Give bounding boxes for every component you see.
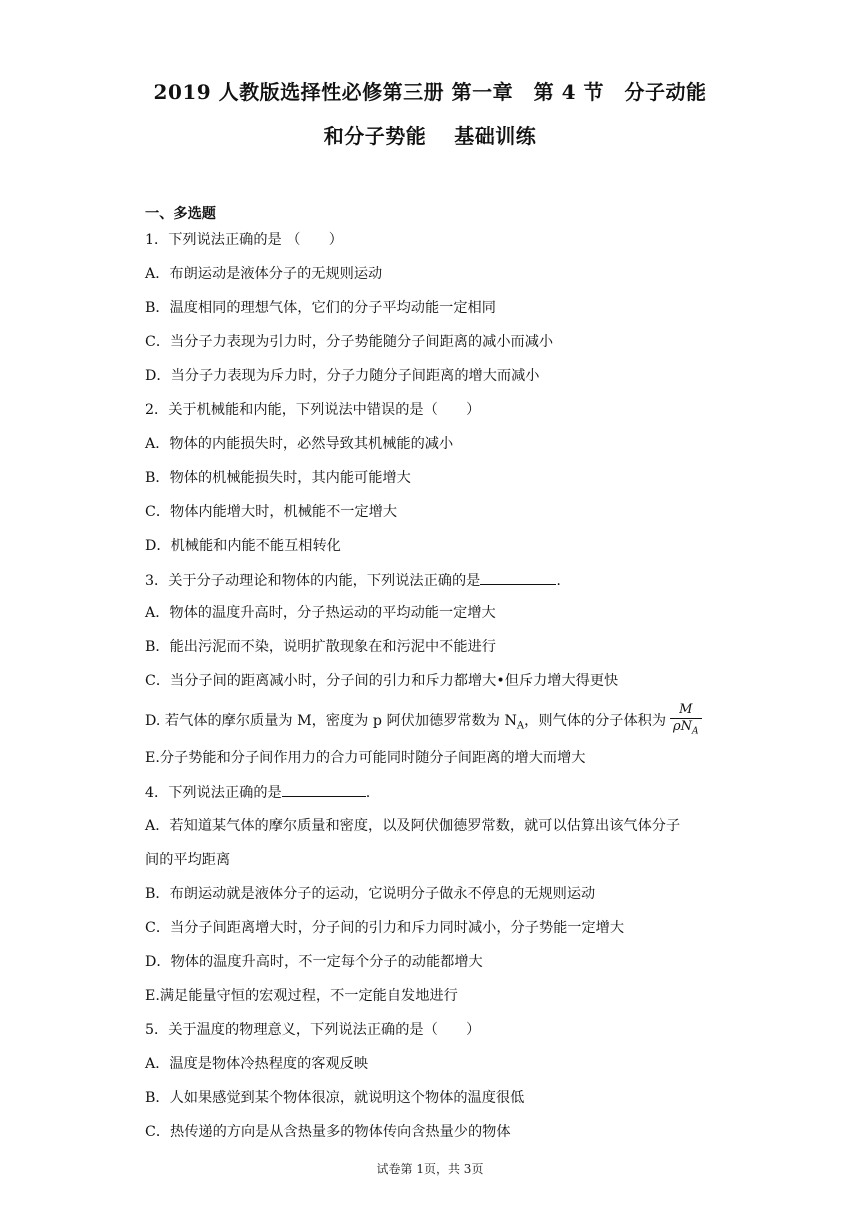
- fraction-numerator: M: [670, 702, 702, 719]
- molecular-volume-fraction: [670, 702, 702, 740]
- question-3-option-a: A．物体的温度升高时，分子热运动的平均动能一定增大: [145, 605, 496, 621]
- question-4-option-c: C．当分子间距离增大时，分子间的引力和斥力同时减小，分子势能一定增大: [145, 920, 625, 936]
- question-2-option-a: A．物体的内能损失时，必然导致其机械能的减小: [145, 436, 454, 452]
- question-4-option-a-line-1: A．若知道某气体的摩尔质量和密度，以及阿伏伽德罗常数，就可以估算出该气体分子: [145, 818, 681, 834]
- question-3-option-b: B．能出污泥而不染，说明扩散现象在和污泥中不能进行: [145, 639, 496, 655]
- page-footer: 试卷第 1页，共 3页: [376, 1162, 484, 1176]
- question-3-option-c: C．当分子间的距离减小时，分子间的引力和斥力都增大•但斥力增大得更快: [145, 673, 619, 689]
- fraction-denominator-text: ρN: [673, 719, 693, 734]
- question-3-stem: 3．关于分子动理论和物体的内能，下列说法正确的是: [145, 573, 481, 589]
- answer-blank: [480, 570, 556, 585]
- question-4-stem-end: .: [365, 785, 371, 801]
- question-1-option-b: B．温度相同的理想气体，它们的分子平均动能一定相同: [145, 300, 496, 316]
- question-1-option-c: C．当分子力表现为引力时，分子势能随分子间距离的减小而减小: [145, 334, 554, 350]
- question-3-option-d: [145, 702, 725, 744]
- question-3-option-e: E.分子势能和分子间作用力的合力可能同时随分子间距离的增大而增大: [145, 750, 586, 766]
- fraction-denominator-subscript: A: [692, 726, 699, 737]
- question-2-option-b: B．物体的机械能损失时，其内能可能增大: [145, 470, 411, 486]
- question-5-stem: 5．关于温度的物理意义，下列说法正确的是（ ）: [145, 1022, 481, 1038]
- avogadro-subscript: A: [516, 720, 525, 732]
- question-5-option-c: C．热传递的方向是从含热量多的物体传向含热量少的物体: [145, 1124, 511, 1140]
- question-3-option-d-text: D. 若气体的摩尔质量为 M，密度为 p 阿伏加德罗常数为 N: [145, 712, 517, 729]
- fraction-denominator: [670, 719, 702, 740]
- question-4-option-e: E.满足能量守恒的宏观过程，不一定能自发地进行: [145, 988, 458, 1004]
- question-2-stem: 2．关于机械能和内能，下列说法中错误的是（ ）: [145, 402, 481, 418]
- question-3-stem-end: .: [556, 573, 561, 589]
- question-4-stem: 4．下列说法正确的是: [145, 785, 282, 801]
- question-3-stem-line: [145, 570, 725, 591]
- question-5-option-b: B．人如果感觉到某个物体很凉，就说明这个物体的温度很低: [145, 1090, 525, 1106]
- document-title-line-1: 2019 人教版选择性必修第三册 第一章 第 4 节 分子动能: [153, 80, 707, 104]
- question-1-option-d: D．当分子力表现为斥力时，分子力随分子间距离的增大而减小: [145, 368, 540, 384]
- question-4-stem-line: [145, 782, 725, 803]
- question-2-option-c: C．物体内能增大时，机械能不一定增大: [145, 504, 398, 520]
- question-5-option-a: A．温度是物体冷热程度的客观反映: [145, 1056, 369, 1072]
- answer-blank: [282, 782, 366, 797]
- question-1-option-a: A．布朗运动是液体分子的无规则运动: [145, 266, 383, 282]
- question-4-option-a-line-2: 间的平均距离: [145, 852, 231, 868]
- question-2-option-d: D．机械能和内能不能互相转化: [145, 538, 341, 554]
- document-title-line-2: 和分子势能 基础训练: [323, 124, 537, 148]
- question-1-stem: 1．下列说法正确的是 （ ）: [145, 232, 343, 248]
- section-heading: 一、多选题: [145, 206, 216, 222]
- question-3-option-d-text-end: ，则气体的分子体积为: [524, 712, 667, 729]
- question-4-option-b: B．布朗运动就是液体分子的运动，它说明分子做永不停息的无规则运动: [145, 886, 596, 902]
- question-4-option-d: D．物体的温度升高时，不一定每个分子的动能都增大: [145, 954, 483, 970]
